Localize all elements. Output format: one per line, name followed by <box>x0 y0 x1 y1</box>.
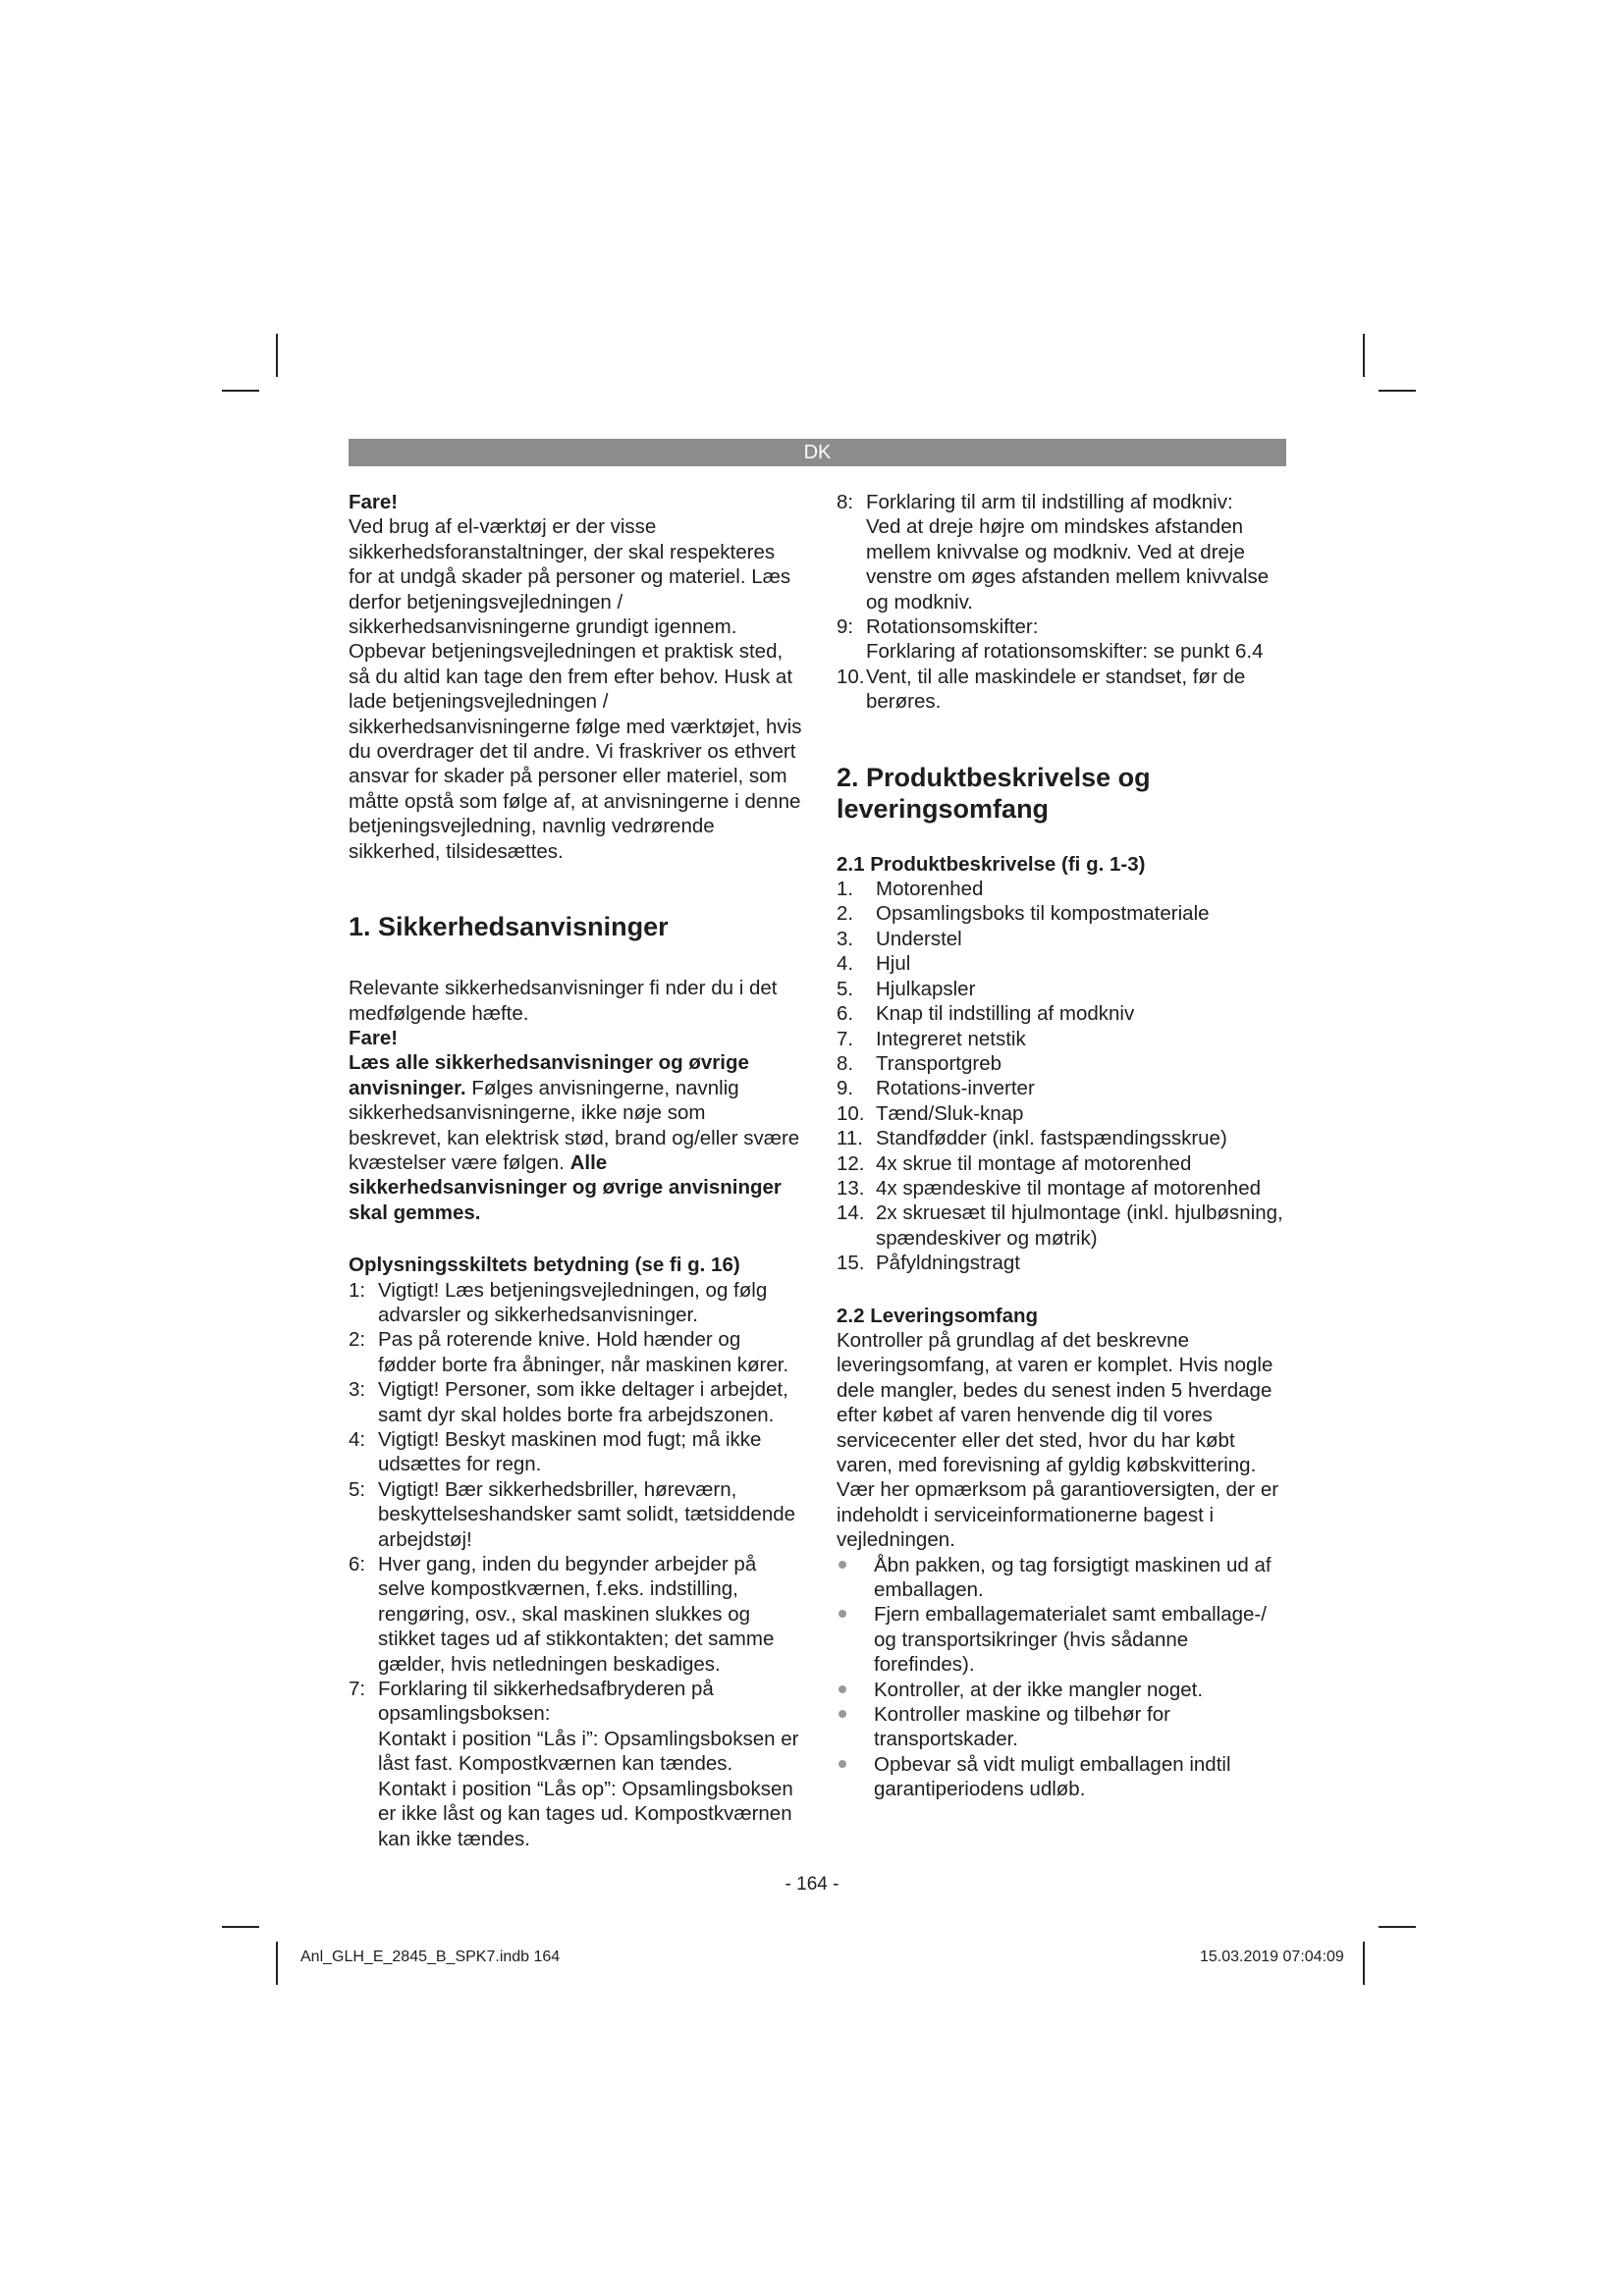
warning-paragraph <box>349 1050 802 1225</box>
part-number: 15. <box>837 1252 865 1275</box>
right-column <box>837 490 1288 1802</box>
sign-number: 10. <box>837 665 865 688</box>
sign-item <box>349 1477 802 1552</box>
part-list-item <box>837 977 1288 1001</box>
part-list-item <box>837 1076 1288 1100</box>
sign-text: Pas på roterende knive. Hold hænder og fødder borte fra åbninger, når maskinen kører. <box>378 1328 789 1376</box>
sign-9-title: Rotationsomskifter: <box>866 615 1039 639</box>
part-name: Tænd/Sluk-knap <box>876 1101 1024 1125</box>
part-name: 4x skrue til montage af motorenhed <box>876 1151 1192 1175</box>
part-number: 14. <box>837 1201 865 1225</box>
sign-10-text: Vent, til alle maskindele er standset, før de berøres. <box>866 665 1246 714</box>
sign-item <box>349 1377 802 1427</box>
print-file-name: Anl_GLH_E_2845_B_SPK7.indb 164 <box>300 1949 561 1965</box>
sign-number: 8: <box>837 491 854 513</box>
warning-bold-lead: Læs alle sikkerhedsanvisninger og øvrige anvisninger. <box>349 1051 749 1099</box>
part-number: 3. <box>837 927 854 950</box>
part-name: Rotations-inverter <box>876 1077 1035 1100</box>
part-number: 2. <box>837 902 854 926</box>
part-number: 12. <box>837 1151 865 1175</box>
part-number: 4. <box>837 952 854 976</box>
part-number: 8. <box>837 1051 854 1075</box>
danger-heading: Fare! <box>349 1026 399 1049</box>
part-name: Transportgreb <box>876 1051 1001 1075</box>
sign-item <box>349 1427 802 1477</box>
part-number: 1. <box>837 878 854 901</box>
bullet-item <box>837 1602 1288 1677</box>
sign-number: 5: <box>349 1477 366 1501</box>
part-name: 2x skruesæt til hjulmontage (inkl. hjulbøsning, spændeskiver og møtrik) <box>876 1201 1283 1250</box>
section-2-1-title: 2.1 Produktbeskrivelse (fi g. 1-3) <box>837 852 1146 876</box>
sign-7-title: Forklaring til sikkerhedsafbryderen på opsamlingsboksen: <box>378 1678 714 1726</box>
part-list-item <box>837 1027 1288 1051</box>
part-name: Påfyldningstragt <box>876 1252 1021 1275</box>
part-list-item <box>837 951 1288 976</box>
bullet-text: Kontroller, at der ikke mangler noget. <box>874 1678 1204 1701</box>
sign-item <box>349 1327 802 1377</box>
bullet-text: Åbn pakken, og tag forsigtigt maskinen ud af emballagen. <box>874 1553 1272 1602</box>
bullet-dot-icon <box>839 1610 846 1618</box>
crop-mark-top-right-vertical <box>1363 334 1365 377</box>
part-list-item <box>837 1251 1288 1275</box>
part-list-item <box>837 1201 1288 1251</box>
part-number: 6. <box>837 1002 854 1026</box>
section-1-paragraph: Relevante sikkerhedsanvisninger fi nder du i det medfølgende hæfte. <box>349 977 778 1025</box>
part-name: Motorenhed <box>876 878 984 901</box>
page-number: - 164 - <box>785 1874 839 1895</box>
sign-7-lock-in-text: Kontakt i position “Lås i”: Opsamlingsboksen er låst fast. Kompostkværnen kan tændes. <box>378 1727 799 1776</box>
crop-mark-bottom-left-vertical <box>276 1942 278 1985</box>
bullet-text: Opbevar så vidt muligt emballagen indtil garantiperiodens udløb. <box>874 1752 1231 1801</box>
sign-number: 9: <box>837 615 854 639</box>
sign-8-text: Ved at dreje højre om mindskes afstanden mellem knivvalse og modkniv. Ved at dreje venstre om øges afstanden mellem knivvalse og modkniv. <box>866 515 1270 614</box>
part-list-item <box>837 1126 1288 1150</box>
crop-mark-bottom-right-horizontal <box>1379 1926 1416 1928</box>
intro-paragraph: Ved brug af el-værktøj er der visse sikkerhedsforanstaltninger, der skal respekteres for at undgå skader på personer og materiel. Læs derfor betjeningsvejledningen / sikkerhedsanvisningerne grundigt igennem. Opbevar betjeningsvejledningen et praktisk sted, så du altid kan tage den frem efter behov. Husk at lade betjeningsvejledningen / sikkerhedsanvisningerne følge med værktøjet, hvis du overdrager det til andre. Vi fraskriver os ethvert ansvar for skader på personer eller materiel, som måtte opstå som følge af, at anvisningerne i denne betjeningsvejledning, navnlig vedrørende sikkerhed, tilsidesættes. <box>349 515 802 863</box>
sign-text: Vigtigt! Bær sikkerhedsbriller, høreværn, beskyttelseshandsker samt solidt, tætsiddende arbejdstøj! <box>378 1477 796 1551</box>
part-number: 7. <box>837 1027 854 1050</box>
bullet-text: Kontroller maskine og tilbehør for transportskader. <box>874 1703 1170 1751</box>
part-name: 4x spændeskive til montage af motorenhed <box>876 1176 1262 1200</box>
sign-number: 2: <box>349 1328 366 1352</box>
part-name: Understel <box>876 927 962 950</box>
part-number: 13. <box>837 1176 865 1200</box>
sign-item <box>349 1552 802 1677</box>
bullet-item <box>837 1752 1288 1802</box>
section-1-title: 1. Sikkerhedsanvisninger <box>349 912 669 942</box>
section-2-2-paragraph: Kontroller på grundlag af det beskrevne leveringsomfang, at varen er komplet. Hvis nogle dele mangler, bedes du senest inden 5 hverdage efter købet af varen henvende dig til vores servicecenter eller det sted, hvor du har købt varen, med forevisning af gyldig købskvittering. Vær her opmærksom på garantioversigten, der er indeholdt i serviceinformationerne bagest i vejledningen. <box>837 1328 1279 1552</box>
sign-text: Vigtigt! Personer, som ikke deltager i arbejdet, samt dyr skal holdes borte fra arbejdszonen. <box>378 1378 788 1426</box>
bullet-item <box>837 1678 1288 1702</box>
sign-item-9 <box>837 614 1288 665</box>
part-list-item <box>837 1176 1288 1201</box>
part-name: Opsamlingsboks til kompostmateriale <box>876 902 1210 926</box>
sign-item-7 <box>349 1677 802 1851</box>
intro-danger-heading: Fare! <box>349 491 399 513</box>
part-list-item <box>837 927 1288 951</box>
sign-number: 7: <box>349 1678 366 1701</box>
print-timestamp: 15.03.2019 07:04:09 <box>1200 1949 1344 1965</box>
sign-number: 4: <box>349 1428 366 1451</box>
part-name: Integreret netstik <box>876 1027 1026 1050</box>
sign-number: 6: <box>349 1553 366 1576</box>
part-list-item <box>837 1101 1288 1126</box>
language-header-bar: DK <box>349 439 1286 466</box>
part-name: Hjulkapsler <box>876 977 976 1000</box>
bullet-dot-icon <box>839 1561 846 1569</box>
bullet-text: Fjern emballagematerialet samt emballage-/ og transportsikringer (hvis sådanne forefindes). <box>874 1603 1267 1677</box>
part-name: Hjul <box>876 952 911 976</box>
crop-mark-top-left-vertical <box>276 334 278 377</box>
sign-number: 1: <box>349 1278 366 1302</box>
part-number: 11. <box>837 1127 863 1150</box>
sign-item-10 <box>837 665 1288 715</box>
signs-section-title: Oplysningsskiltets betydning (se fi g. 16) <box>349 1254 740 1277</box>
part-list-item <box>837 1151 1288 1176</box>
bullet-dot-icon <box>839 1710 846 1718</box>
crop-mark-bottom-right-vertical <box>1363 1942 1365 1985</box>
warning-bold-tail: Alle sikkerhedsanvisninger og øvrige anvisninger skal gemmes. <box>349 1150 782 1224</box>
warning-text: Følges anvisningerne, navnlig sikkerhedsanvisningerne, ikke nøje som beskrevet, kan elektrisk stød, brand og/eller svære kvæstelser være følgen. <box>349 1076 800 1174</box>
part-list-item <box>837 901 1288 926</box>
left-column <box>349 490 802 1851</box>
part-list-item <box>837 1001 1288 1026</box>
section-2-2-title: 2.2 Leveringsomfang <box>837 1304 1039 1327</box>
part-number: 5. <box>837 977 854 1000</box>
sign-text: Vigtigt! Læs betjeningsvejledningen, og følg advarsler og sikkerhedsanvisninger. <box>378 1278 768 1326</box>
crop-mark-top-right-horizontal <box>1379 390 1416 392</box>
bullet-dot-icon <box>839 1760 846 1768</box>
bullet-dot-icon <box>839 1685 846 1693</box>
part-list-item <box>837 877 1288 901</box>
sign-7-unlock-text: Kontakt i position “Lås op”: Opsamlingsboksen er ikke låst og kan tages ud. Kompostkværnen kan ikke tændes. <box>378 1777 793 1850</box>
part-list-item <box>837 1051 1288 1076</box>
sign-text: Vigtigt! Beskyt maskinen mod fugt; må ikke udsættes for regn. <box>378 1428 762 1476</box>
sign-item <box>349 1278 802 1328</box>
crop-mark-bottom-left-horizontal <box>222 1926 259 1928</box>
sign-8-title: Forklaring til arm til indstilling af modkniv: <box>866 491 1233 513</box>
sign-text: Hver gang, inden du begynder arbejder på selve kompostkværnen, f.eks. indstilling, rengøring, osv., skal maskinen slukkes og stikket tages ud af stikkontakten; det samme gælder, hvis netledningen beskadiges. <box>378 1553 775 1676</box>
part-name: Standfødder (inkl. fastspændingsskrue) <box>876 1127 1227 1150</box>
sign-item-8 <box>837 490 1288 614</box>
sign-9-text: Forklaring af rotationsomskifter: se punkt 6.4 <box>866 640 1264 664</box>
sign-number: 3: <box>349 1378 366 1402</box>
crop-mark-top-left-horizontal <box>222 390 259 392</box>
section-2-title: 2. Produktbeskrivelse og leveringsomfang <box>837 762 1151 824</box>
part-number: 9. <box>837 1077 854 1100</box>
bullet-item <box>837 1702 1288 1752</box>
part-number: 10. <box>837 1101 865 1125</box>
part-name: Knap til indstilling af modkniv <box>876 1002 1135 1026</box>
bullet-item <box>837 1553 1288 1603</box>
